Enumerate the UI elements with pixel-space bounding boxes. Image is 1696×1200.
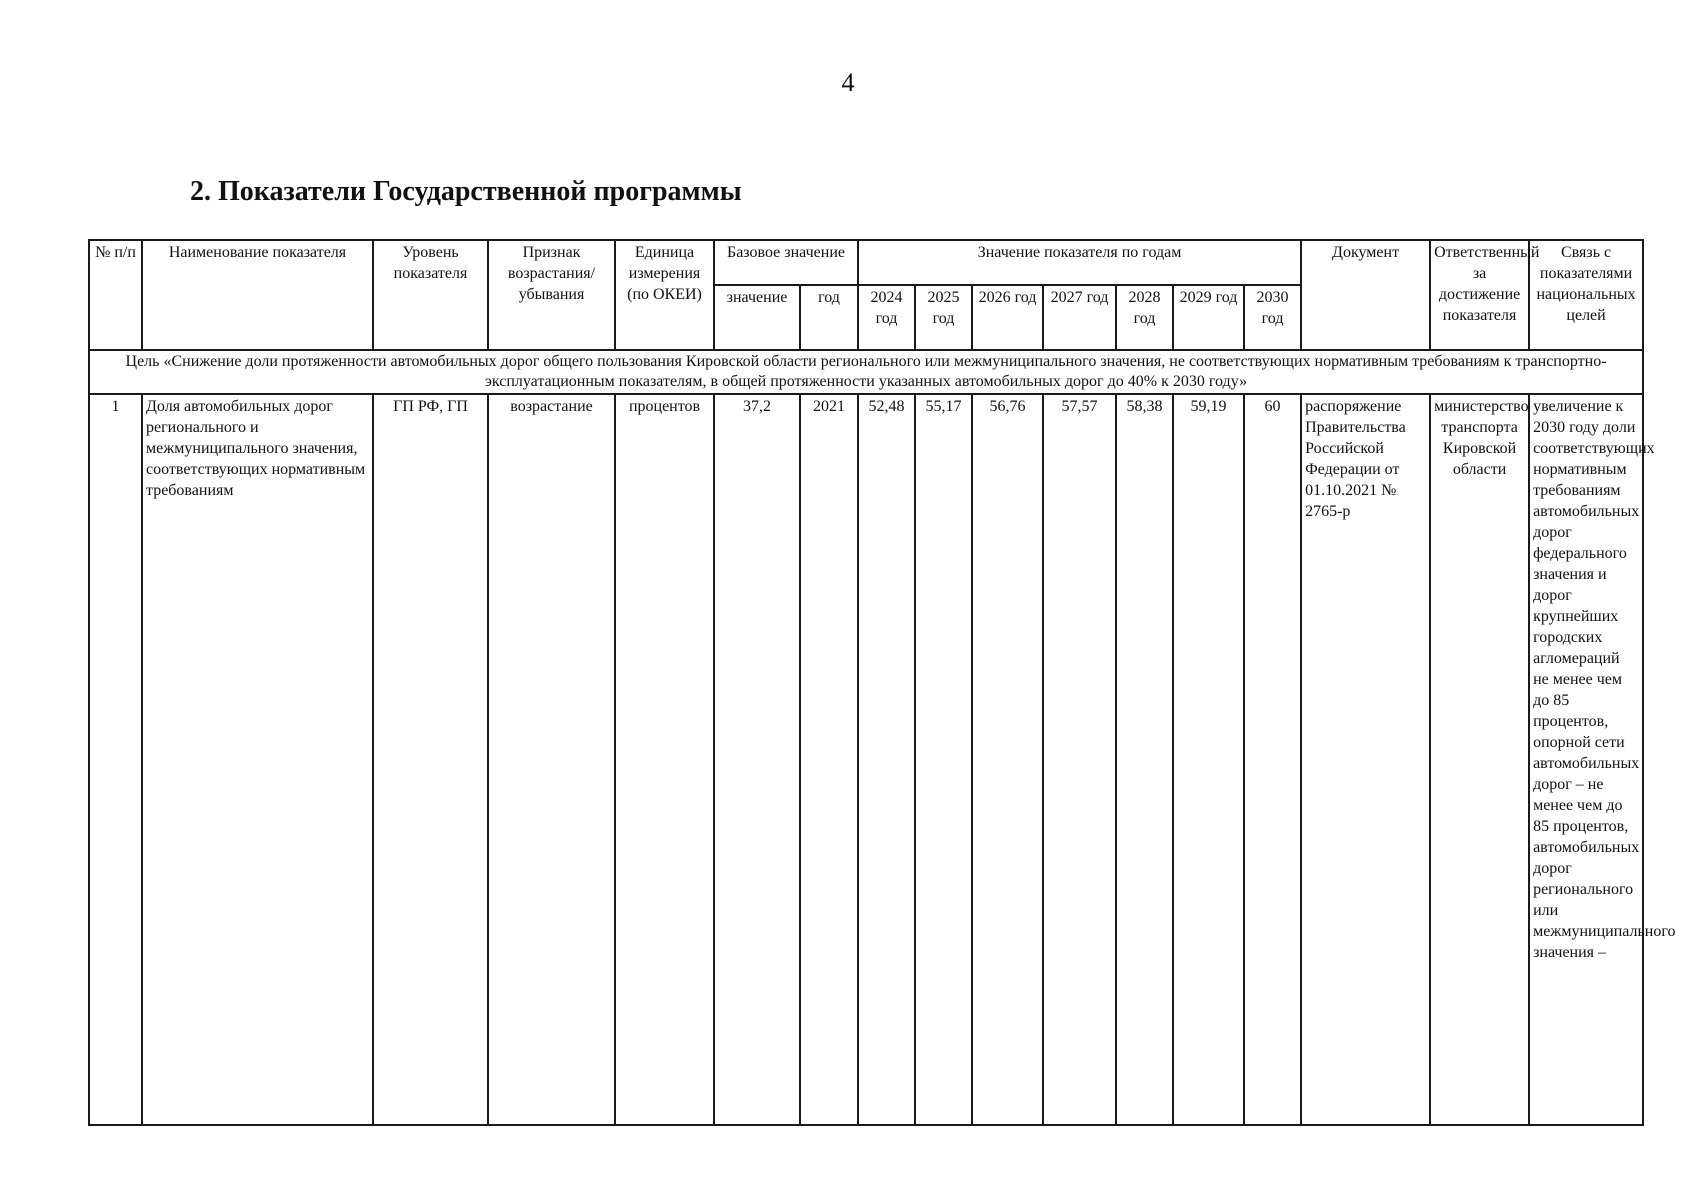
header-year-2026: 2026 год bbox=[972, 285, 1043, 350]
header-national-goals: Связь с показателями национальных целей bbox=[1529, 240, 1643, 350]
header-unit: Единица измерения (по ОКЕИ) bbox=[615, 240, 714, 350]
table-row bbox=[89, 394, 1643, 1125]
header-year-2027: 2027 год bbox=[1043, 285, 1116, 350]
cell-value-2026: 56,76 bbox=[972, 394, 1043, 1125]
header-year-2028: 2028 год bbox=[1116, 285, 1173, 350]
header-year-2030: 2030 год bbox=[1244, 285, 1301, 350]
cell-num: 1 bbox=[89, 394, 142, 1125]
cell-base-year: 2021 bbox=[800, 394, 858, 1125]
header-base: Базовое значение bbox=[714, 240, 858, 285]
cell-unit: процентов bbox=[615, 394, 714, 1125]
cell-responsible: министерство транспорта Кировской области bbox=[1430, 394, 1529, 1125]
header-level: Уровень показателя bbox=[373, 240, 488, 350]
header-year-2029: 2029 год bbox=[1173, 285, 1244, 350]
header-name: Наименование показателя bbox=[142, 240, 373, 350]
page-number: 4 bbox=[841, 68, 855, 97]
cell-value-2024: 52,48 bbox=[858, 394, 915, 1125]
cell-base-value: 37,2 bbox=[714, 394, 800, 1125]
cell-value-2028: 58,38 bbox=[1116, 394, 1173, 1125]
cell-document: распоряжение Правительства Российской Федерации от 01.10.2021 № 2765-р bbox=[1301, 394, 1430, 1125]
indicators-table bbox=[88, 239, 1676, 1126]
cell-value-2029: 59,19 bbox=[1173, 394, 1244, 1125]
header-base-value: значение bbox=[714, 285, 800, 350]
header-base-year: год bbox=[800, 285, 858, 350]
cell-name: Доля автомобильных дорог регионального и межмуниципального значения, соответствующих нормативным требованиям bbox=[142, 394, 373, 1125]
section-title: 2. Показатели Государственной программы bbox=[190, 176, 742, 207]
cell-value-2027: 57,57 bbox=[1043, 394, 1116, 1125]
cell-level: ГП РФ, ГП bbox=[373, 394, 488, 1125]
cell-national-goals: увеличение к 2030 году доли соответствующих нормативным требованиям автомобильных дорог федерального значения и дорог крупнейших городских агломераций не менее чем до 85 процентов, опорной сети автомобильных дорог – не менее чем до 85 процентов, автомобильных дорог регионального или межмуниципального значения – bbox=[1529, 394, 1643, 1125]
cell-trend: возрастание bbox=[488, 394, 615, 1125]
header-year-2025: 2025 год bbox=[915, 285, 972, 350]
header-values-by-year: Значение показателя по годам bbox=[858, 240, 1301, 285]
header-num: № п/п bbox=[89, 240, 142, 350]
header-trend: Признак возрастания/убывания bbox=[488, 240, 615, 350]
cell-value-2025: 55,17 bbox=[915, 394, 972, 1125]
header-responsible: Ответственный за достижение показателя bbox=[1430, 240, 1529, 350]
header-year-2024: 2024 год bbox=[858, 285, 915, 350]
header-document: Документ bbox=[1301, 240, 1430, 350]
goal-row: Цель «Снижение доли протяженности автомобильных дорог общего пользования Кировской области регионального или межмуниципального значения, не соответствующих нормативным требованиям к транспортно-эксплуатационным показателям, в общей протяженности указанных автомобильных дорог до 40% к 2030 году» bbox=[89, 350, 1643, 394]
cell-value-2030: 60 bbox=[1244, 394, 1301, 1125]
